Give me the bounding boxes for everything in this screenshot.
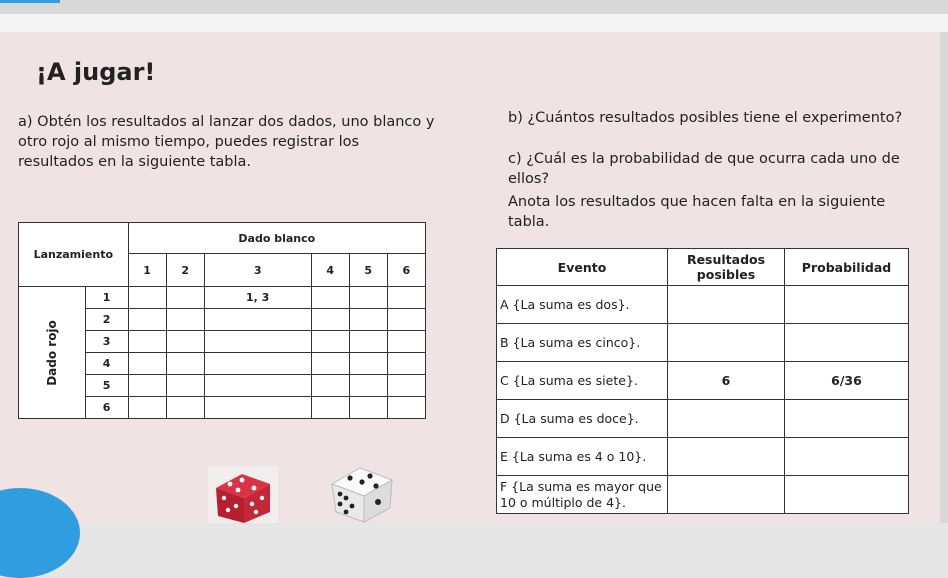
table-cell[interactable] [166,287,204,309]
row-header: 3 [85,331,128,353]
red-die-icon [208,466,278,527]
column-header: 3 [204,254,311,287]
event-label: F {La suma es mayor que 10 o múltiplo de 4}. [497,476,668,514]
table-cell[interactable] [204,375,311,397]
probability-cell[interactable]: 6/36 [785,362,909,400]
table-corner-header: Lanzamiento [19,223,129,287]
column-header: 4 [311,254,349,287]
table-cell[interactable] [128,287,166,309]
event-label: A {La suma es dos}. [497,286,668,324]
event-label: D {La suma es doce}. [497,400,668,438]
instruction-c: c) ¿Cuál es la probabilidad de que ocurra cada uno de ellos? [508,151,900,187]
table-cell[interactable] [311,287,349,309]
table-cell[interactable] [128,309,166,331]
table-cell[interactable] [204,397,311,419]
table-cell[interactable] [204,353,311,375]
table-cell[interactable] [311,309,349,331]
instruction-a: a) Obtén los resultados al lanzar dos dados, uno blanco y otro rojo al mismo tiempo, puedes registrar los resultados en la siguiente tabla. [18,114,435,170]
red-die-label: Dado rojo [44,319,59,386]
results-cell[interactable] [668,438,785,476]
top-bar [0,0,948,14]
table-cell[interactable] [387,309,425,331]
row-header: 5 [85,375,128,397]
results-cell[interactable] [668,324,785,362]
top-strip [0,14,948,32]
probability-cell[interactable] [785,476,909,514]
column-header: 6 [387,254,425,287]
table-cell[interactable] [166,309,204,331]
event-label: E {La suma es 4 o 10}. [497,438,668,476]
row-header: 4 [85,353,128,375]
column-header: 2 [166,254,204,287]
events-header-event: Evento [497,249,668,286]
results-cell[interactable]: 6 [668,362,785,400]
results-cell[interactable] [668,400,785,438]
table-cell[interactable] [128,331,166,353]
dice-results-table [18,222,426,419]
table-cell[interactable] [349,397,387,419]
table-cell-filled[interactable]: 1, 3 [204,287,311,309]
instruction-d: Anota los resultados que hacen falta en la siguiente tabla. [508,194,886,230]
table-cell[interactable] [311,331,349,353]
accent-line [0,0,60,3]
results-cell[interactable] [668,476,785,514]
table-cell[interactable] [349,331,387,353]
table-cell[interactable] [311,397,349,419]
event-label: B {La suma es cinco}. [497,324,668,362]
page-title: ¡A jugar! [36,58,156,86]
row-header: 2 [85,309,128,331]
row-header: 1 [85,287,128,309]
table-cell[interactable] [166,353,204,375]
table-cell[interactable] [387,353,425,375]
table-cell[interactable] [204,309,311,331]
column-header: 5 [349,254,387,287]
page-edge [940,32,948,523]
white-die-header: Dado blanco [128,223,425,254]
probability-cell[interactable] [785,286,909,324]
results-cell[interactable] [668,286,785,324]
instruction-b: b) ¿Cuántos resultados posibles tiene el experimento? [508,110,903,126]
table-cell[interactable] [311,353,349,375]
table-cell[interactable] [387,287,425,309]
table-cell[interactable] [349,309,387,331]
events-header-probability: Probabilidad [785,249,909,286]
table-cell[interactable] [387,375,425,397]
events-header-results: Resultados posibles [668,249,785,286]
table-cell[interactable] [166,397,204,419]
row-header: 6 [85,397,128,419]
table-cell[interactable] [166,331,204,353]
event-label: C {La suma es siete}. [497,362,668,400]
table-cell[interactable] [311,375,349,397]
table-cell[interactable] [387,331,425,353]
table-cell[interactable] [387,397,425,419]
table-cell[interactable] [166,375,204,397]
probability-cell[interactable] [785,438,909,476]
table-cell[interactable] [128,375,166,397]
table-cell[interactable] [349,375,387,397]
probability-cell[interactable] [785,324,909,362]
table-cell[interactable] [204,331,311,353]
events-table [496,248,909,514]
white-die-icon [326,460,398,527]
table-cell[interactable] [128,353,166,375]
table-cell[interactable] [349,353,387,375]
probability-cell[interactable] [785,400,909,438]
column-header: 1 [128,254,166,287]
red-die-header [19,287,86,419]
table-cell[interactable] [349,287,387,309]
table-cell[interactable] [128,397,166,419]
